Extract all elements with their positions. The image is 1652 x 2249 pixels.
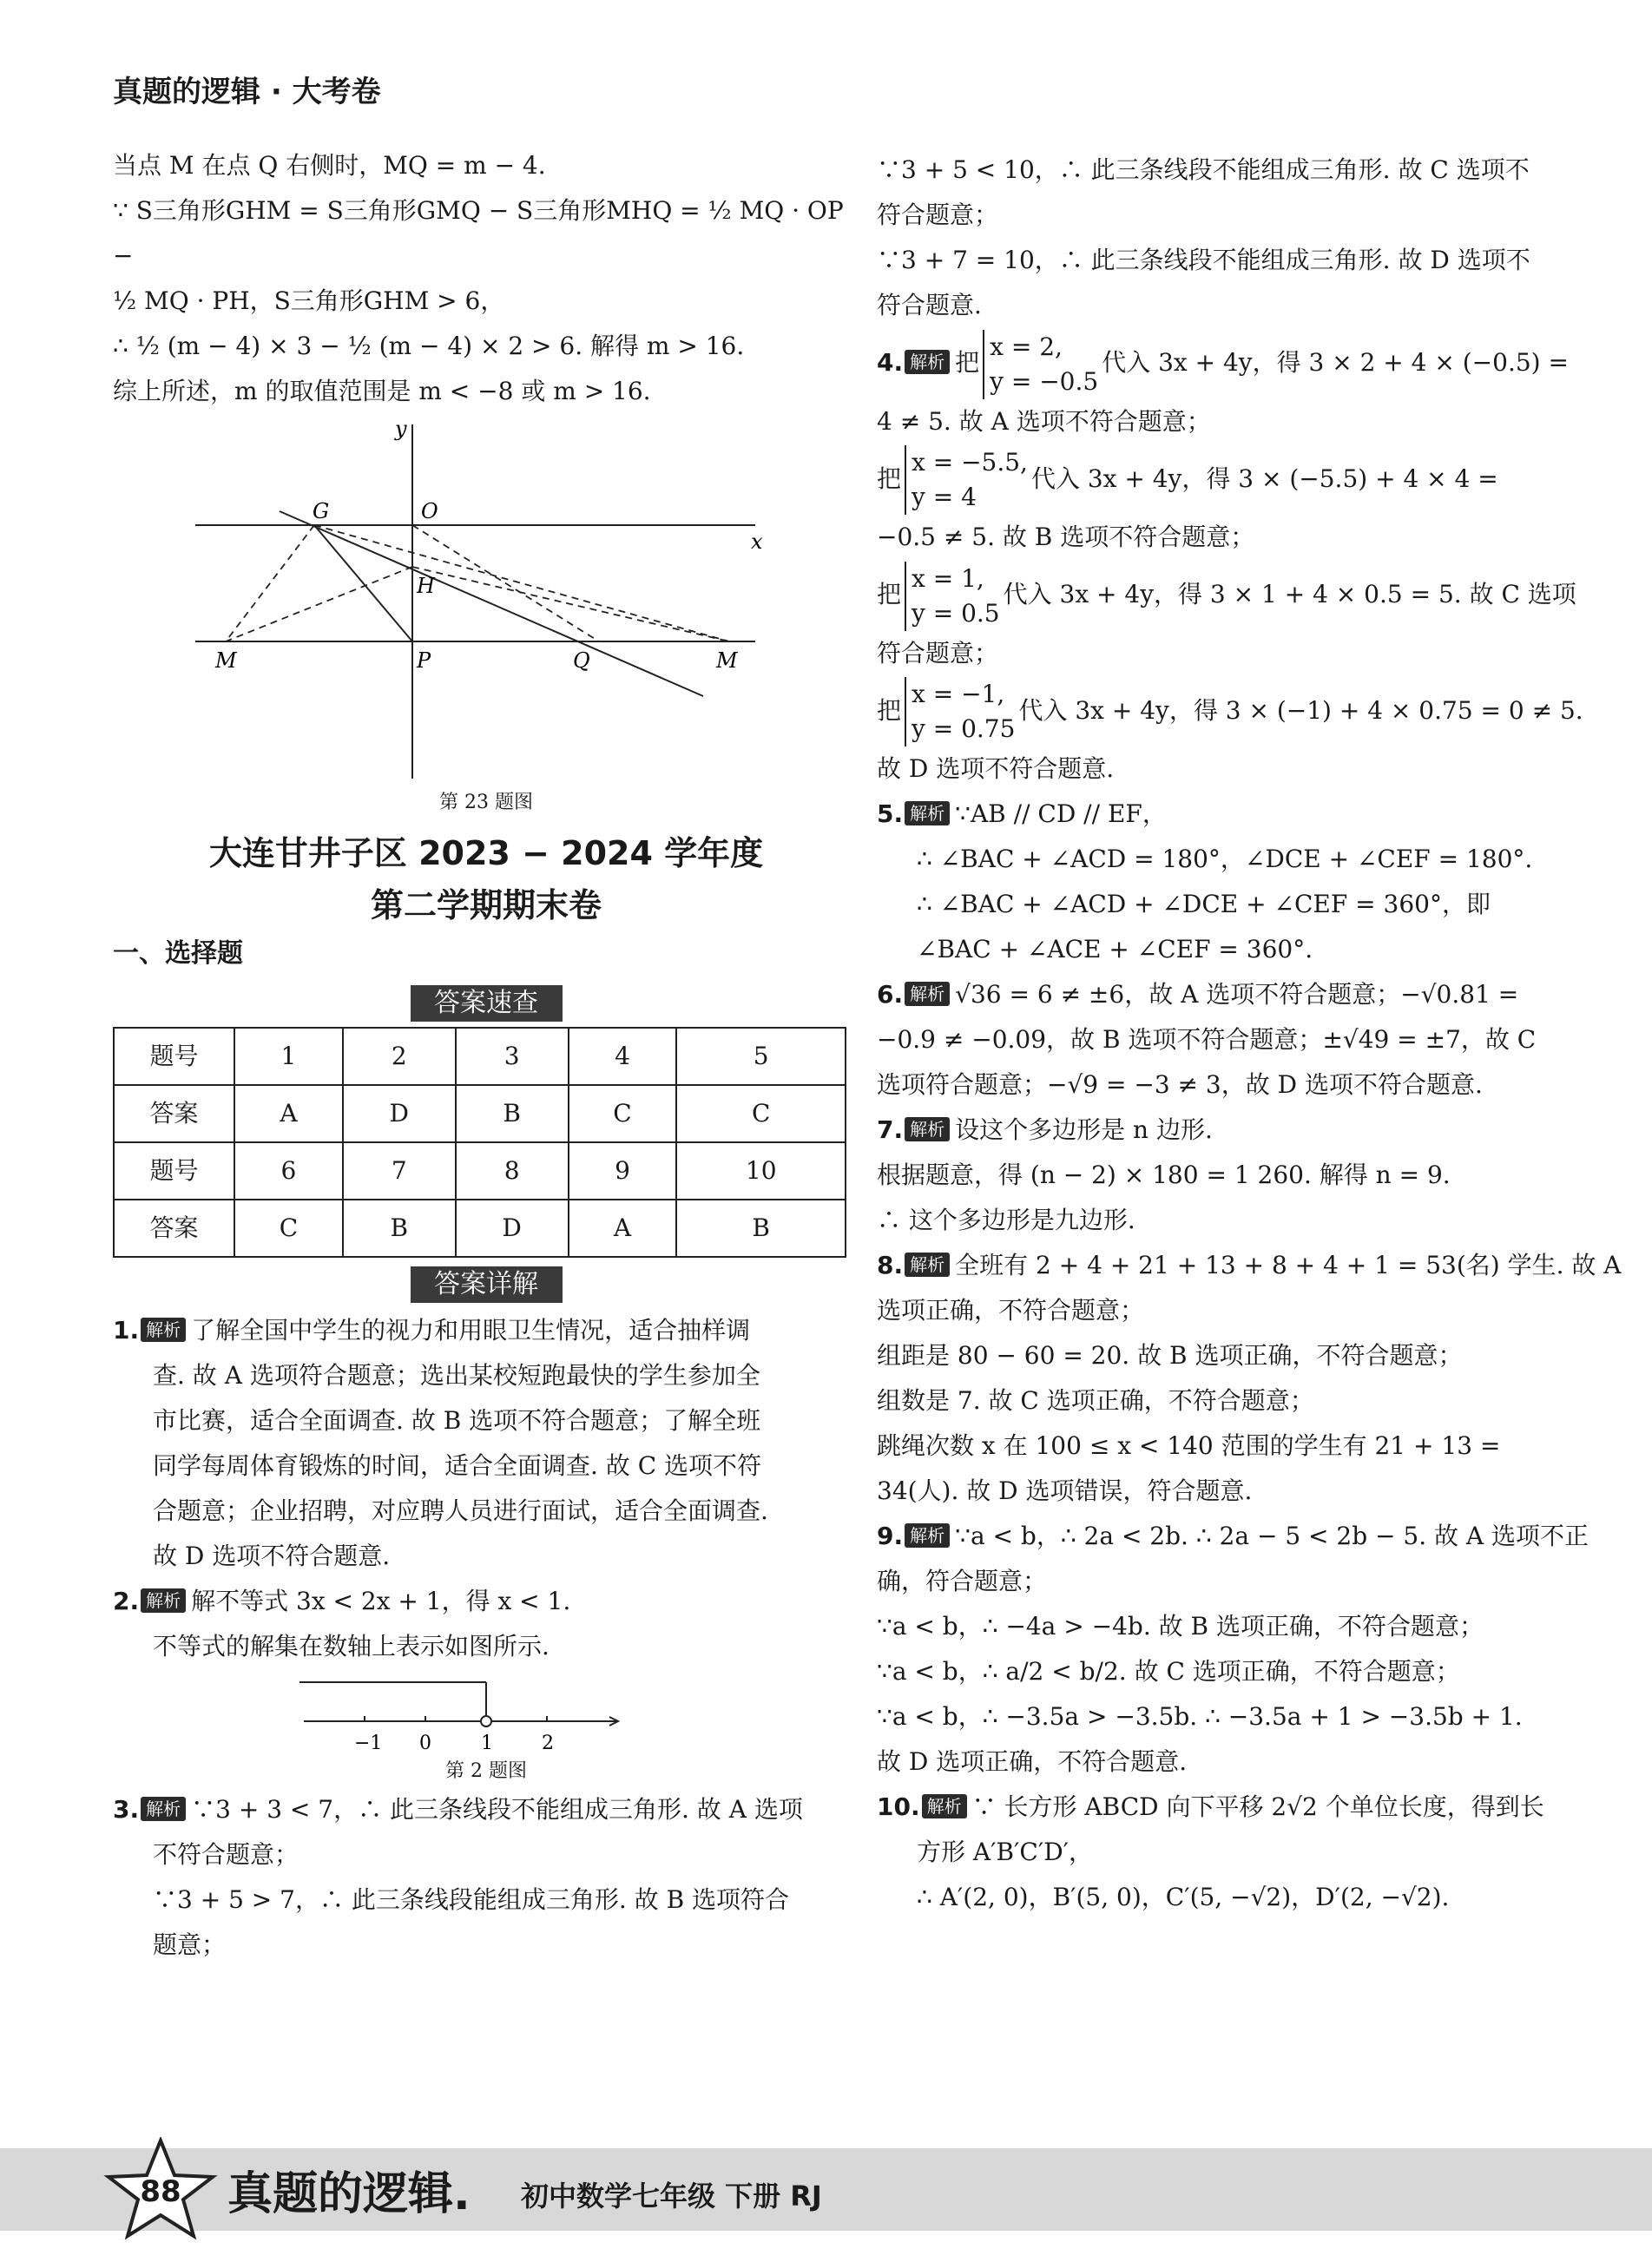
sys-eq: y = 0.75 [912,714,1016,743]
answer-table [113,1027,846,1258]
jiexi-tag: 解析 [141,1588,186,1613]
q9-line: ∵a < b，∴ −3.5a > −3.5b. ∴ −3.5a + 1 > −3.5b + 1. [877,1702,1523,1731]
q3-cont-line: 符合题意. [877,291,982,319]
q5-text: ∵AB // CD // EF， [955,799,1167,828]
table-cell: 题号 [114,1028,234,1085]
q1-line: 同学每周体育锻炼的时间，适合全面调查. 故 C 选项不符 [153,1451,762,1480]
sys-eq: x = −1, [912,680,1005,708]
jiexi-tag: 解析 [922,1794,967,1818]
q4-ba: 把 [877,464,902,493]
figure-2-caption: 第 2 题图 [445,1760,527,1782]
q9-line: 故 D 选项正确，不符合题意. [877,1747,1188,1776]
q8-text: 全班有 2 + 4 + 21 + 13 + 8 + 4 + 1 = 53(名) 学生. 故 A [955,1251,1622,1279]
label-m1: M [215,648,237,673]
q7-line: ∴ 这个多边形是九边形. [877,1206,1135,1234]
footer-subtitle: 初中数学七年级 下册 RJ [521,2180,822,2213]
table-cell: 6 [234,1142,343,1200]
q4-text: 代入 3x + 4y，得 3 × (−5.5) + 4 × 4 = [1030,464,1498,493]
q4-line: 故 D 选项不符合题意. [877,754,1115,783]
q3-line: ∵3 + 5 > 7，∴ 此三条线段能组成三角形. 故 B 选项符合 [153,1885,790,1914]
table-cell: 答案 [114,1085,234,1142]
q4-line [877,560,1623,631]
q6-line [877,972,1623,1017]
sys-eq: y = 4 [912,483,977,511]
q4-ba: 把 [955,348,980,377]
exam-title-line-1: 大连甘井子区 2023 − 2024 学年度 [208,834,764,872]
label-o: O [421,499,438,523]
table-cell: 1 [234,1028,343,1085]
q3-line: 题意； [153,1930,227,1959]
q8-line: 选项正确，不符合题意； [877,1296,1145,1325]
sys-eq: x = −5.5, [912,448,1028,477]
table-cell: A [569,1200,677,1257]
table-cell: 9 [569,1142,677,1200]
q7-line: 根据题意，得 (n − 2) × 180 = 1 260. 解得 n = 9. [877,1161,1451,1189]
jiexi-tag: 解析 [905,982,950,1006]
q5-line: ∴ ∠BAC + ∠ACD = 180°，∠DCE + ∠CEF = 180°. [917,845,1533,873]
q4-ba: 把 [877,695,902,725]
prev-line: 综上所述，m 的取值范围是 m < −8 或 m > 16. [113,377,651,405]
q1-line: 查. 故 A 选项符合题意；选出某校短跑最快的学生参加全 [153,1361,760,1390]
q10-text: ∵ 长方形 ABCD 向下平移 2√2 个单位长度，得到长 [971,1792,1544,1821]
table-cell: C [234,1200,343,1257]
label-m2: M [716,648,738,673]
open-point [481,1716,491,1726]
q4-line: 4 ≠ 5. 故 A 选项不符合题意； [877,406,1211,436]
table-cell: 答案 [114,1200,234,1257]
table-cell: B [343,1200,456,1257]
figure-23 [113,414,859,787]
q4-line [877,676,1623,747]
segment-gp [314,525,412,641]
sys-eq: x = 1, [912,563,984,593]
table-cell: 8 [456,1142,569,1200]
dash-oq [412,525,599,641]
section-heading: 一、选择题 [113,938,243,969]
table-cell: C [676,1085,846,1142]
jiexi-tag: 解析 [141,1318,186,1342]
table-cell: 5 [676,1028,846,1085]
right-column [877,148,1623,1920]
sys-eq: y = 0.5 [912,598,1000,628]
q9-line: 确，符合题意； [877,1567,1048,1595]
q4-number: 4. [877,348,904,377]
q4-ba: 把 [877,580,902,608]
jiexi-tag: 解析 [905,1523,950,1548]
q3-cont-line: 符合题意； [877,201,999,229]
table-cell: A [234,1085,343,1142]
table-row [114,1142,846,1200]
table-cell: 题号 [114,1142,234,1200]
page-header-title: 真题的逻辑 · 大考卷 [113,75,381,109]
table-cell: B [676,1200,846,1257]
prev-line: 当点 M 在点 Q 右侧时，MQ = m − 4. [113,151,546,180]
table-cell: 4 [569,1028,677,1085]
tick-label: 1 [481,1733,493,1754]
q7-number: 7. [877,1115,904,1144]
banner-detailed-answers: 答案详解 [411,1266,563,1303]
q9-line [877,1514,1623,1559]
q8-line: 组数是 7. 故 C 选项正确，不符合题意； [877,1386,1314,1415]
label-p: P [417,648,431,673]
q4-line: −0.5 ≠ 5. 故 B 选项不符合题意； [877,523,1255,551]
figure-23-diagram [113,414,859,787]
equation-system [905,445,1028,515]
q5-line: ∴ ∠BAC + ∠ACD + ∠DCE + ∠CEF = 360°，即 [917,890,1491,918]
table-cell: 2 [343,1028,456,1085]
jiexi-tag: 解析 [905,1117,950,1141]
q3-line [113,1787,859,1832]
q1-line [113,1308,859,1353]
q8-line: 34(人). 故 D 选项错误，符合题意. [877,1476,1253,1505]
dash-gm2 [314,525,729,641]
q1-text: 了解全国中学生的视力和用眼卫生情况，适合抽样调 [191,1316,751,1345]
page-number: 88 [140,2174,181,2209]
prev-line: ∴ ½ (m − 4) × 3 − ½ (m − 4) × 2 > 6. 解得 m > 16. [113,332,745,360]
q6-text: √36 = 6 ≠ ±6，故 A 选项不符合题意；−√0.81 = [955,980,1519,1009]
table-row [114,1200,846,1257]
table-row [114,1028,846,1085]
q2-line: 不等式的解集在数轴上表示如图所示. [153,1632,550,1660]
q4-line: 符合题意； [877,638,999,667]
table-cell: 7 [343,1142,456,1200]
label-q: Q [573,648,590,673]
label-g: G [313,499,330,523]
q5-line: ∠BAC + ∠ACE + ∠CEF = 360°. [917,935,1313,963]
label-y: y [395,417,407,441]
q10-line: 方形 A′B′C′D′， [917,1838,1094,1866]
table-cell: 10 [676,1142,846,1200]
figure-2 [113,1669,859,1756]
tick-label: 2 [542,1733,554,1754]
q7-line [877,1108,1623,1153]
jiexi-tag: 解析 [905,1253,950,1277]
banner-quick-answers: 答案速查 [411,985,563,1022]
q10-line [877,1785,1623,1830]
number-line [113,1669,859,1756]
q6-line: −0.9 ≠ −0.09，故 B 选项不符合题意；±√49 = ±7，故 C [877,1025,1537,1054]
q4-text: 代入 3x + 4y，得 3 × (−1) + 4 × 0.75 = 0 ≠ 5. [1018,695,1583,725]
q8-line: 组距是 80 − 60 = 20. 故 B 选项正确，不符合题意； [877,1341,1463,1370]
tick-label: 0 [419,1733,431,1754]
figure-23-caption: 第 23 题图 [439,792,533,813]
q6-number: 6. [877,980,904,1009]
table-cell: B [456,1085,569,1142]
table-row [114,1085,846,1142]
q1-line: 市比赛，适合全面调查. 故 B 选项不符合题意；了解全班 [153,1406,761,1435]
q2-line [113,1579,859,1624]
table-cell: 3 [456,1028,569,1085]
q1-line: 合题意；企业招聘，对应聘人员进行面试，适合全面调查. [153,1496,768,1525]
jiexi-tag: 解析 [905,801,950,825]
sys-eq: y = −0.5 [990,366,1099,396]
tick-label: −1 [354,1733,383,1754]
sys-eq: x = 2, [990,332,1063,361]
line-gq [280,511,703,696]
q3-text: ∵3 + 3 < 7，∴ 此三条线段不能组成三角形. 故 A 选项 [191,1795,803,1824]
q6-line: 选项符合题意；−√9 = −3 ≠ 3，故 D 选项不符合题意. [877,1070,1483,1099]
q8-number: 8. [877,1251,904,1279]
q8-line [877,1243,1623,1288]
q1-line: 故 D 选项不符合题意. [153,1542,391,1570]
q8-line: 跳绳次数 x 在 100 ≤ x < 140 范围的学生有 21 + 13 = [877,1431,1501,1460]
q9-text: ∵a < b，∴ 2a < 2b. ∴ 2a − 5 < 2b − 5. 故 A 选项不正 [955,1522,1589,1550]
table-cell: C [569,1085,677,1142]
q4-line [877,328,1623,399]
q9-number: 9. [877,1522,904,1550]
q9-line: ∵a < b，∴ −4a > −4b. 故 B 选项正确，不符合题意； [877,1612,1484,1641]
prev-line: ∵ S三角形GHM = S三角形GMQ − S三角形MHQ = ½ MQ · OP − [113,196,844,270]
q3-cont-line: ∵3 + 7 = 10，∴ 此三条线段不能组成三角形. 故 D 选项不 [877,246,1530,274]
q10-line: ∴ A′(2, 0)，B′(5, 0)，C′(5, −√2)，D′(2, −√2). [917,1883,1450,1911]
prev-line: ½ MQ · PH，S三角形GHM > 6， [113,286,505,315]
q1-number: 1. [113,1316,140,1345]
table-cell: D [343,1085,456,1142]
q5-number: 5. [877,799,904,828]
q3-number: 3. [113,1795,140,1824]
q4-text: 代入 3x + 4y，得 3 × 2 + 4 × (−0.5) = [1102,348,1569,377]
equation-system [905,562,1000,631]
footer-title: 真题的逻辑. [227,2168,471,2220]
dash-hm2 [412,567,729,641]
q3-cont-line: ∵3 + 5 < 10，∴ 此三条线段不能组成三角形. 故 C 选项不 [877,155,1530,184]
dash-gm1 [226,525,314,641]
jiexi-tag: 解析 [905,350,950,374]
q10-number: 10. [877,1792,920,1821]
q3-line: 不符合题意； [153,1840,299,1869]
equation-system [983,330,1098,399]
q2-number: 2. [113,1587,140,1615]
q2-text: 解不等式 3x < 2x + 1，得 x < 1. [191,1587,571,1615]
label-h: H [417,574,435,598]
q4-text: 代入 3x + 4y，得 3 × 1 + 4 × 0.5 = 5. 故 C 选项 [1003,580,1576,608]
q7-text: 设这个多边形是 n 边形. [955,1115,1213,1144]
q9-line: ∵a < b，∴ a/2 < b/2. 故 C 选项正确，不符合题意； [877,1657,1460,1686]
jiexi-tag: 解析 [141,1797,186,1821]
left-column [113,143,859,1968]
q4-line [877,444,1623,516]
equation-system [905,677,1015,746]
label-x: x [751,529,763,554]
q5-line [877,792,1623,837]
exam-title-line-2: 第二学期期末卷 [370,886,602,924]
table-cell: D [456,1200,569,1257]
